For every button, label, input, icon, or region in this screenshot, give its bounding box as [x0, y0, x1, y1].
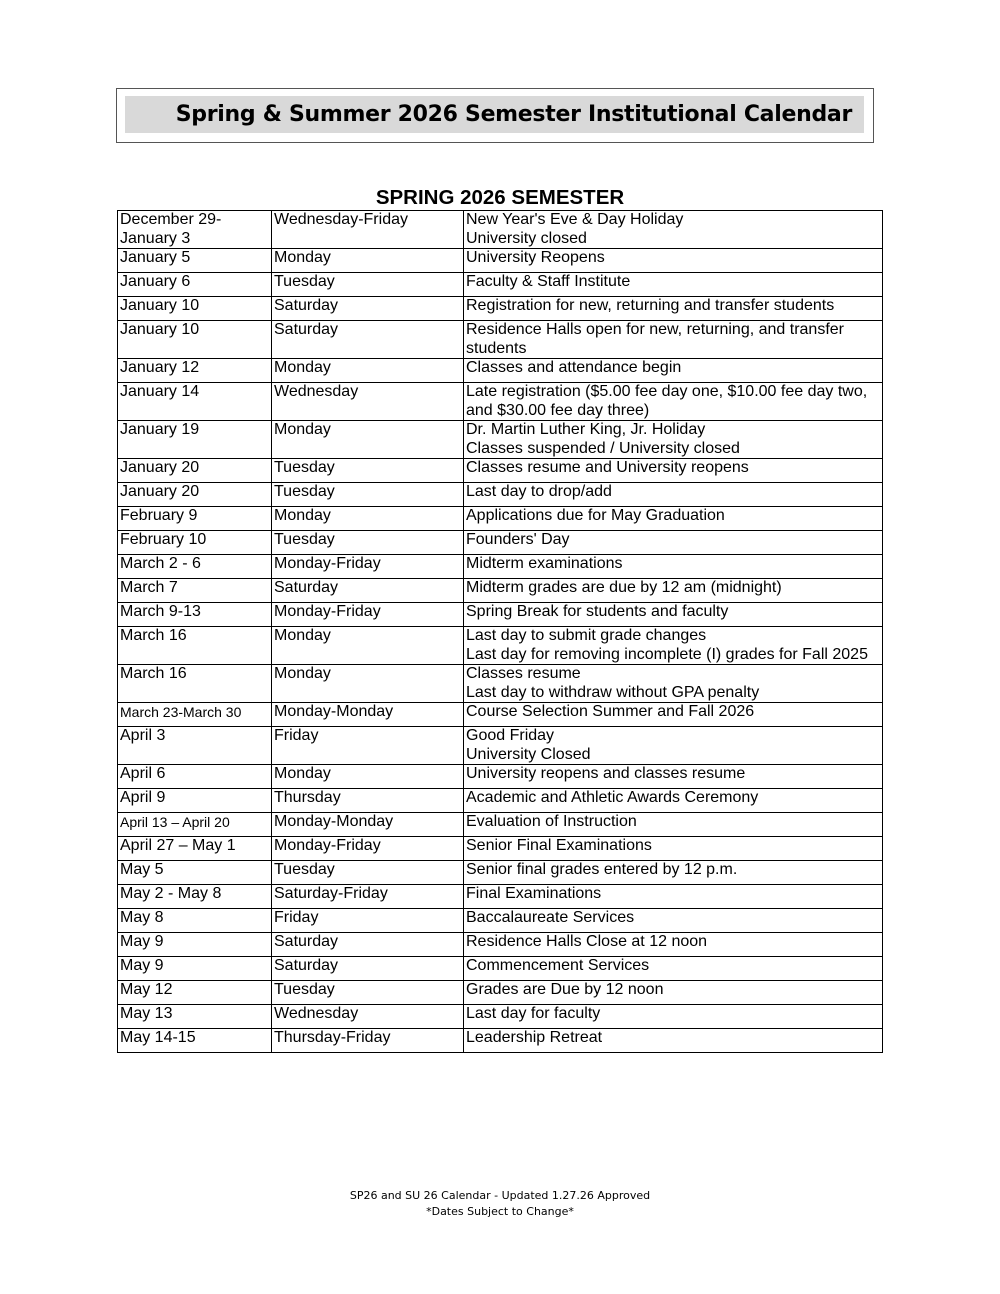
day-cell: Wednesday-Friday	[272, 211, 464, 249]
event-cell	[464, 861, 883, 885]
event-cell	[464, 531, 883, 555]
event-text: University closed	[466, 229, 587, 247]
date-cell	[118, 861, 272, 885]
table-row	[118, 359, 883, 383]
date-cell	[118, 813, 272, 837]
table-row	[118, 789, 883, 813]
date-cell	[118, 933, 272, 957]
date-cell	[118, 627, 272, 665]
day-cell: Monday-Monday	[272, 703, 464, 727]
table-row	[118, 665, 883, 703]
event-text: and $30.00 fee day three)	[466, 401, 650, 419]
table-row	[118, 321, 883, 359]
date-text: May 12	[120, 981, 173, 998]
footer	[0, 1188, 1000, 1220]
date-text: February 10	[120, 531, 207, 548]
date-text: May 5	[120, 861, 164, 878]
day-cell: Saturday	[272, 957, 464, 981]
table-row	[118, 459, 883, 483]
day-cell: Saturday-Friday	[272, 885, 464, 909]
table-row	[118, 627, 883, 665]
event-text: Evaluation of Instruction	[466, 813, 637, 830]
date-cell	[118, 579, 272, 603]
event-text: Applications due for May Graduation	[466, 507, 725, 524]
date-text: May 8	[120, 909, 164, 926]
footer-update-note: SP26 and SU 26 Calendar - Updated 1.27.26 Approved	[349, 1189, 651, 1202]
calendar-body	[118, 211, 883, 1053]
table-row	[118, 507, 883, 531]
day-cell: Monday-Monday	[272, 813, 464, 837]
event-cell	[464, 483, 883, 507]
date-text: March 9-13	[120, 603, 201, 620]
event-cell	[464, 459, 883, 483]
event-text: Baccalaureate Services	[466, 909, 635, 926]
day-cell: Tuesday	[272, 483, 464, 507]
event-cell	[464, 321, 883, 359]
event-text: Last day for removing incomplete (I) grades for Fall 2025	[466, 645, 868, 663]
event-text: Senior final grades entered by 12 p.m.	[466, 861, 738, 878]
date-text: April 6	[120, 765, 166, 782]
event-text: University Closed	[466, 745, 591, 763]
day-cell: Wednesday	[272, 383, 464, 421]
date-cell	[118, 665, 272, 703]
event-text: Registration for new, returning and transfer students	[466, 297, 835, 314]
day-cell: Saturday	[272, 933, 464, 957]
date-text: January 6	[120, 273, 191, 290]
event-cell	[464, 957, 883, 981]
table-row	[118, 909, 883, 933]
date-cell	[118, 249, 272, 273]
event-cell	[464, 555, 883, 579]
day-cell: Saturday	[272, 579, 464, 603]
date-text: March 23-March 30	[120, 704, 242, 720]
date-cell	[118, 507, 272, 531]
event-cell	[464, 421, 883, 459]
event-text: Residence Halls open for new, returning, and transfer	[466, 321, 844, 338]
table-row	[118, 1029, 883, 1053]
table-row	[118, 885, 883, 909]
event-cell	[464, 603, 883, 627]
event-cell	[464, 249, 883, 273]
day-cell: Monday	[272, 421, 464, 459]
table-row	[118, 249, 883, 273]
date-cell	[118, 211, 272, 249]
event-text: Faculty & Staff Institute	[466, 273, 631, 290]
date-text: January 3	[120, 229, 191, 247]
event-cell	[464, 627, 883, 665]
date-cell	[118, 1005, 272, 1029]
date-cell	[118, 837, 272, 861]
day-cell: Monday	[272, 665, 464, 703]
event-text: Last day to drop/add	[466, 483, 612, 500]
date-text: January 19	[120, 421, 200, 438]
date-text: April 27 – May 1	[120, 837, 236, 854]
table-row	[118, 421, 883, 459]
day-cell: Tuesday	[272, 861, 464, 885]
day-cell: Friday	[272, 909, 464, 933]
date-cell	[118, 421, 272, 459]
event-cell	[464, 933, 883, 957]
day-cell: Monday-Friday	[272, 837, 464, 861]
day-cell: Thursday-Friday	[272, 1029, 464, 1053]
date-text: January 20	[120, 459, 200, 476]
footer-disclaimer: *Dates Subject to Change*	[426, 1205, 574, 1218]
event-text: University Reopens	[466, 249, 605, 266]
event-text: Classes suspended / University closed	[466, 439, 740, 457]
date-cell	[118, 909, 272, 933]
event-cell	[464, 665, 883, 703]
event-text: Spring Break for students and faculty	[466, 603, 729, 620]
date-cell	[118, 555, 272, 579]
event-text: Founders' Day	[466, 531, 570, 548]
table-row	[118, 555, 883, 579]
table-row	[118, 211, 883, 249]
event-cell	[464, 507, 883, 531]
event-text: Academic and Athletic Awards Ceremony	[466, 789, 759, 806]
date-cell	[118, 603, 272, 627]
date-cell	[118, 483, 272, 507]
date-cell	[118, 957, 272, 981]
day-cell: Monday	[272, 507, 464, 531]
day-cell: Monday-Friday	[272, 603, 464, 627]
date-text: May 13	[120, 1005, 173, 1022]
table-row	[118, 273, 883, 297]
day-cell: Saturday	[272, 297, 464, 321]
calendar-table	[117, 210, 883, 1053]
day-cell: Tuesday	[272, 531, 464, 555]
date-text: March 16	[120, 627, 187, 644]
table-row	[118, 603, 883, 627]
event-text: Leadership Retreat	[466, 1029, 603, 1046]
date-cell	[118, 1029, 272, 1053]
event-text: Last day for faculty	[466, 1005, 601, 1022]
date-text: February 9	[120, 507, 198, 524]
table-row	[118, 813, 883, 837]
date-cell	[118, 981, 272, 1005]
event-cell	[464, 885, 883, 909]
day-cell: Monday	[272, 359, 464, 383]
date-text: April 13 – April 20	[120, 814, 230, 830]
table-row	[118, 837, 883, 861]
event-cell	[464, 579, 883, 603]
date-text: March 2 - 6	[120, 555, 201, 572]
table-row	[118, 703, 883, 727]
date-cell	[118, 703, 272, 727]
date-cell	[118, 273, 272, 297]
table-row	[118, 531, 883, 555]
event-cell	[464, 359, 883, 383]
table-row	[118, 483, 883, 507]
date-cell	[118, 727, 272, 765]
table-row	[118, 981, 883, 1005]
event-cell	[464, 789, 883, 813]
table-row	[118, 861, 883, 885]
event-text: Last day to submit grade changes	[466, 627, 707, 644]
date-text: January 20	[120, 483, 200, 500]
date-text: January 12	[120, 359, 200, 376]
date-text: January 10	[120, 297, 200, 314]
event-cell	[464, 703, 883, 727]
table-row	[118, 383, 883, 421]
table-row	[118, 957, 883, 981]
date-text: March 16	[120, 665, 187, 682]
event-cell	[464, 1029, 883, 1053]
event-cell	[464, 297, 883, 321]
section-title: SPRING 2026 SEMESTER	[375, 186, 625, 209]
event-text: Midterm grades are due by 12 am (midnight)	[466, 579, 782, 596]
event-text: Grades are Due by 12 noon	[466, 981, 664, 998]
event-text: Midterm examinations	[466, 555, 623, 572]
event-text: Classes resume and University reopens	[466, 459, 749, 476]
event-text: University reopens and classes resume	[466, 765, 746, 782]
day-cell: Monday	[272, 249, 464, 273]
date-cell	[118, 459, 272, 483]
event-cell	[464, 981, 883, 1005]
event-cell	[464, 273, 883, 297]
day-cell: Saturday	[272, 321, 464, 359]
title-band	[125, 96, 864, 133]
date-text: May 2 - May 8	[120, 885, 222, 902]
day-cell: Monday	[272, 765, 464, 789]
date-text: January 10	[120, 321, 200, 338]
date-text: March 7	[120, 579, 178, 596]
date-text: May 9	[120, 957, 164, 974]
date-cell	[118, 531, 272, 555]
date-cell	[118, 383, 272, 421]
day-cell: Monday	[272, 627, 464, 665]
day-cell: Tuesday	[272, 981, 464, 1005]
event-cell	[464, 1005, 883, 1029]
event-text: students	[466, 339, 527, 357]
date-text: January 5	[120, 249, 191, 266]
event-text: Commencement Services	[466, 957, 650, 974]
event-text: Course Selection Summer and Fall 2026	[466, 703, 755, 720]
table-row	[118, 765, 883, 789]
event-cell	[464, 837, 883, 861]
day-cell: Monday-Friday	[272, 555, 464, 579]
page-title: Spring & Summer 2026 Semester Institutional Calendar	[175, 102, 852, 127]
event-text: Classes resume	[466, 665, 581, 682]
table-row	[118, 1005, 883, 1029]
title-frame	[116, 88, 874, 143]
day-cell: Tuesday	[272, 273, 464, 297]
event-text: Good Friday	[466, 727, 555, 744]
date-text: April 3	[120, 727, 166, 744]
date-cell	[118, 789, 272, 813]
table-row	[118, 579, 883, 603]
event-cell	[464, 909, 883, 933]
date-text: January 14	[120, 383, 200, 400]
table-row	[118, 933, 883, 957]
event-text: Final Examinations	[466, 885, 602, 902]
date-text: May 14-15	[120, 1029, 196, 1046]
date-cell	[118, 321, 272, 359]
event-text: Classes and attendance begin	[466, 359, 682, 376]
event-text: Last day to withdraw without GPA penalty	[466, 683, 760, 701]
event-text: Late registration ($5.00 fee day one, $10.00 fee day two,	[466, 383, 868, 400]
day-cell: Thursday	[272, 789, 464, 813]
day-cell: Tuesday	[272, 459, 464, 483]
date-cell	[118, 765, 272, 789]
event-cell	[464, 383, 883, 421]
event-cell	[464, 211, 883, 249]
date-cell	[118, 885, 272, 909]
date-text: May 9	[120, 933, 164, 950]
date-text: April 9	[120, 789, 166, 806]
day-cell: Wednesday	[272, 1005, 464, 1029]
day-cell: Friday	[272, 727, 464, 765]
event-text: Residence Halls Close at 12 noon	[466, 933, 708, 950]
event-text: Dr. Martin Luther King, Jr. Holiday	[466, 421, 706, 438]
event-cell	[464, 813, 883, 837]
date-cell	[118, 297, 272, 321]
table-row	[118, 727, 883, 765]
date-text: December 29-	[120, 211, 222, 228]
event-text: Senior Final Examinations	[466, 837, 652, 854]
event-cell	[464, 765, 883, 789]
date-cell	[118, 359, 272, 383]
table-row	[118, 297, 883, 321]
event-cell	[464, 727, 883, 765]
event-text: New Year's Eve & Day Holiday	[466, 211, 684, 228]
